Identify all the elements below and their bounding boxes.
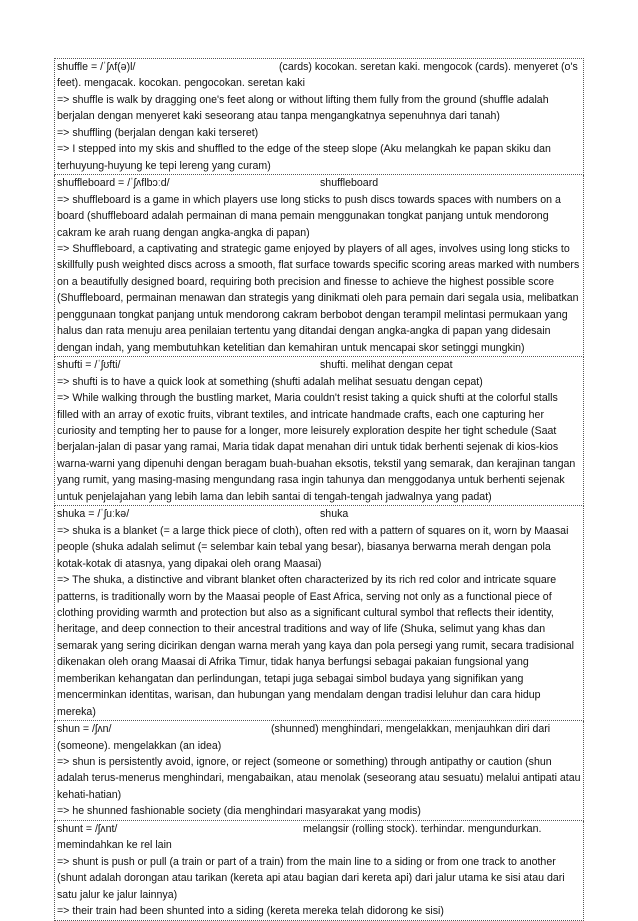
entry-shuffle: [54, 58, 584, 175]
entry-head: [57, 175, 581, 191]
entry-shufti: [54, 357, 584, 506]
entry-line: => Shuffleboard, a captivating and strategic game enjoyed by players of all ages, involves using long sticks to skillfully push weighted discs across a smooth, flat surface towards specific scoring areas marked with numbers on a beautifully designed board, requiring both precision and finesse to achieve the highest possible score (Shuffleboard, permainan menawan dan strategis yang dinikmati oleh para pemain dari segala usia, melibatkan penggunaan tongkat panjang untuk mendorong cakram berbobot dengan terampil melintasi permukaan yang halus dan rata menuju area penilaian tertentu yang ditandai dengan angka-angka di papan yang didesain dengan indah, yang membutuhkan ketelitian dan kemahiran untuk mencapai skor setinggi mungkin): [57, 242, 580, 354]
entry-head: [57, 506, 581, 522]
entry-line: => shufti is to have a quick look at something (shufti adalah melihat sesuatu dengan cepat): [57, 375, 483, 388]
entry-meaning: melangsir (rolling stock). terhindar. mengundurkan. memindahkan ke rel lain: [57, 822, 542, 852]
entry-line: => he shunned fashionable society (dia menghindari masyarakat yang modis): [57, 805, 421, 818]
entry-line: => shuffleboard is a game in which players use long sticks to push discs towards spaces with numbers on a board (shuffleboard adalah permainan di mana pemain menggunakan tongkat panjang untuk mendorong cakram ke arah ruang dengan angka-angka di papan): [57, 193, 561, 239]
entry-head: [57, 357, 581, 373]
entry-shuka: [54, 506, 584, 721]
entry-meaning: (shunned) menghindari, mengelakkan, menjauhkan diri dari (someone). mengelakkan (an idea): [57, 723, 551, 752]
dictionary-page: [54, 58, 584, 921]
entry-term: shuffle = /ˈʃʌf(ə)l/: [57, 61, 136, 73]
entry-line: => their train had been shunted into a siding (kereta mereka telah didorong ke sisi): [57, 905, 444, 918]
entry-line: => shun is persistently avoid, ignore, or reject (someone or something) through antipathy or caution (shun adalah terus-menerus menghindari, mengabaikan, atau menolak (seseorang atau sesuatu) melalui antipati atau kehati-hatian): [57, 756, 581, 801]
entry-line: => shuffle is walk by dragging one's feet along or without lifting them fully from the ground (shuffle adalah berjalan dengan menyeret kaki seseorang atau tanpa mengangkatnya sepenuhnya dari tanah): [57, 93, 549, 123]
entry-line: => The shuka, a distinctive and vibrant blanket often characterized by its rich red color and intricate square patterns, is traditionally worn by the Maasai people of East Africa, serving not only as a functional piece of clothing providing warmth and protection but also as a significant cultural symbol that reflects their identity, heritage, and deep connection to their ancestral traditions and way of life (Shuka, selimut yang khas dan semarak yang sering dicirikan dengan warna merah yang kaya dan pola persegi yang rumit, secara tradisional dikenakan oleh orang Maasai di Afrika Timur, tidak hanya berfungsi sebagai pakaian fungsional yang memberikan kehangatan dan perlindungan, tetapi juga sebagai simbol budaya yang signifikan yang mencerminkan identitas, warisan, dan hubungan yang mendalam dengan tradisi leluhur dan cara hidup mereka): [57, 574, 575, 718]
entry-term: shuffleboard = /ˈʃʌflbɔːd/: [57, 177, 170, 190]
entry-term: shuka = /ˈʃuːkə/: [57, 508, 130, 521]
entry-term: shun = /ʃʌn/: [57, 723, 112, 736]
entry-meaning: shuka: [320, 508, 349, 521]
entry-shun: [54, 721, 584, 821]
entry-meaning: (cards) kocokan. seretan kaki. mengocok (cards). menyeret (o's feet). mengacak. kocokan. pengocokan. seretan kaki: [57, 61, 578, 90]
entry-line: => shunt is push or pull (a train or part of a train) from the main line to a siding or from one track to another (shunt adalah dorongan atau tarikan (kereta api atau bagian dari kereta api) dari jalur utama ke sisi atau dari satu jalur ke jalur lainnya): [57, 855, 565, 901]
entry-line: => I stepped into my skis and shuffled to the edge of the steep slope (Aku melangkah ke papan skiku dan terhuyung-huyung ke tepi lereng yang curam): [57, 143, 551, 172]
entry-term: shunt = /ʃʌnt/: [57, 822, 118, 835]
entry-shuffleboard: [54, 175, 584, 357]
entry-head: [57, 721, 581, 754]
entry-meaning: shuffleboard: [320, 177, 379, 190]
entry-line: => shuka is a blanket (= a large thick piece of cloth), often red with a pattern of squares on it, worn by Maasai people (shuka adalah selimut (= selembar kain tebal yang besar), biasanya berwarna merah dengan pola kotak-kotak di atasnya, yang dipakai oleh orang Maasai): [57, 524, 569, 570]
entry-term: shufti = /ˈʃʊfti/: [57, 359, 121, 372]
entry-shunt: [54, 821, 584, 921]
entry-meaning: shufti. melihat dengan cepat: [320, 359, 453, 372]
entry-head: [57, 59, 581, 92]
entry-line: => While walking through the bustling market, Maria couldn't resist taking a quick shufti at the colorful stalls filled with an array of exotic fruits, vibrant textiles, and intricate handmade crafts, each one capturing her curiosity and tempting her to pause for a longer, more leisurely exploration despite her tight schedule (Saat berjalan-jalan di pasar yang ramai, Maria tidak dapat menahan diri untuk tidak berhenti sejenak di kios-kios warna-warni yang dipenuhi dengan beragam buah-buahan eksotis, tekstil yang semarak, dan kerajinan tangan yang rumit, yang masing-masing mengundang rasa ingin tahunya dan menggodanya untuk berhenti sejenak untuk penjelajahan yang lebih lama dan lebih santai di tengah-tengah jadwalnya yang padat): [57, 392, 576, 503]
entry-line: => shuffling (berjalan dengan kaki terseret): [57, 126, 259, 139]
entry-head: [57, 821, 581, 854]
